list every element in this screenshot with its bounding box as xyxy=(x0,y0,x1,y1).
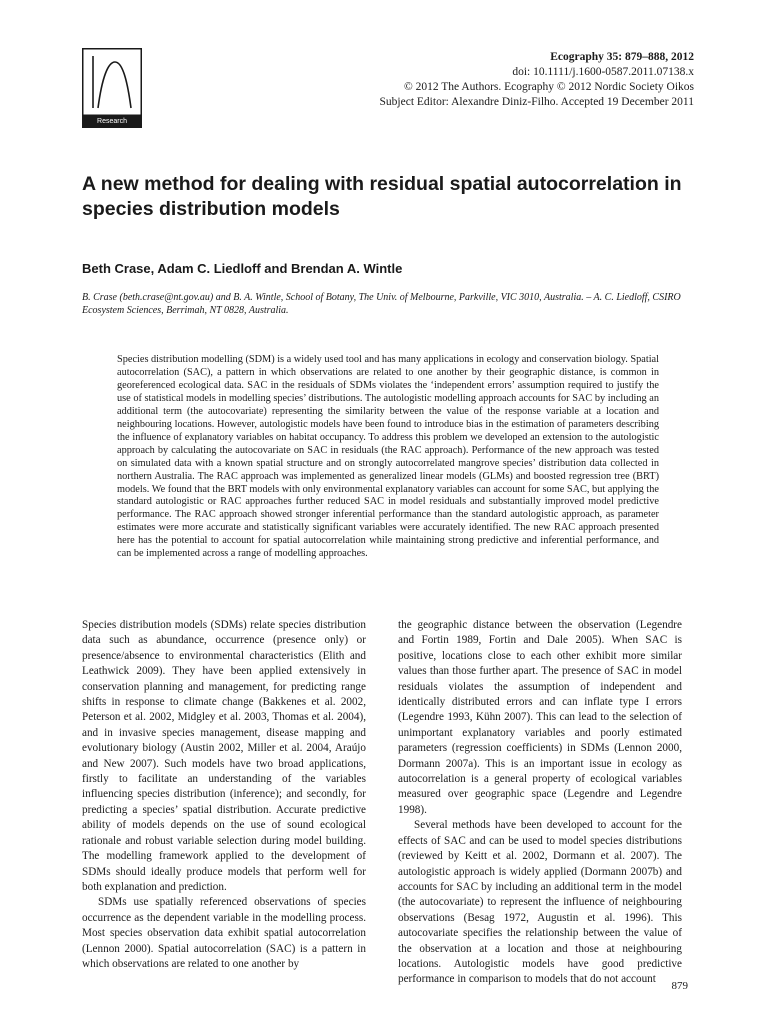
body-paragraph: Several methods have been developed to account for the effects of SAC and can be used to model species distributions (reviewed by Keitt et al. 2002, Dormann et al. 2007). The autologistic approach is widely applied (Dormann 2007b) and accounts for SAC by including an additional term in the model (the autocovariate) to represent the influence of neighbouring observations (Besag 1972, Augustin et al. 1996). This autocovariate specifies the relationship between the value of the observation at a location and those at neighbouring locations. Autologistic models have good predictive performance in comparison to models that do not account xyxy=(398,819,682,986)
body-paragraph: the geographic distance between the observation (Legendre and Fortin 1989, Fortin and Dale 2005). When SAC is positive, locations close to each other exhibit more similar values than those further apart. The presence of SAC in model residuals violates the assumption of independent and identically distributed errors and can inflate type I errors (Legendre 1993, Kühn 2007). This can lead to the selection of unimportant explanatory variables and poorly estimated parameters (regression coefficients) in SDMs (Lennon 2000, Dormann 2007a). This is an important issue in ecology as autocorrelation is a general property of ecological variables measured over geographic space (Legendre and Legendre 1998). xyxy=(398,619,682,816)
page-number: 879 xyxy=(671,980,688,992)
copyright: © 2012 The Authors. Ecography © 2012 Nordic Society Oikos xyxy=(403,81,694,93)
article-metadata xyxy=(274,50,694,110)
body-paragraph: Species distribution models (SDMs) relate species distribution data such as abundance, occurrence (presence only) or presence/absence to environmental characteristics (Elith and Leathwick 2009). They have been applied extensively in conservation planning and management, for predicting range shifts in response to climate change (Bakkenes et al. 2002, Peterson et al. 2002, Midgley et al. 2003, Thomas et al. 2004), and in invasive species management, disease mapping and evolutionary biology (Austin 2002, Miller et al. 2004, Araújo and New 2007). Such models have two broad applications, firstly to facilitate an understanding of the variables influencing species distribution (inference); and secondly, for predicting a species’ spatial distribution. Accurate predictive ability of models depends on the use of sound ecological rationale and robust variable selection during model building. The modelling framework applied to the development of SDMs should ideally produce models that perform well for both explanation and prediction. xyxy=(82,619,366,893)
journal-logo xyxy=(82,48,142,128)
author-list: Beth Crase, Adam C. Liedloff and Brendan A. Wintle xyxy=(82,261,403,276)
body-paragraph: SDMs use spatially referenced observations of species occurrence as the dependent variable in the modelling process. Most species observation data exhibit spatial autocorrelation (Lennon 2000). Spatial autocorrelation (SAC) is a pattern in which observations are related to one another by xyxy=(82,896,366,970)
research-logo-icon xyxy=(82,48,142,116)
logo-label: Research xyxy=(82,116,142,128)
journal-citation: Ecography 35: 879–888, 2012 xyxy=(550,51,694,63)
body-column-right xyxy=(398,618,682,988)
doi: doi: 10.1111/j.1600-0587.2011.07138.x xyxy=(512,66,694,78)
body-column-left xyxy=(82,618,366,972)
author-affiliations: B. Crase (beth.crase@nt.gov.au) and B. A. Wintle, School of Botany, The Univ. of Melbourne, Parkville, VIC 3010, Australia. – A. C. Liedloff, CSIRO Ecosystem Sciences, Berrimah, NT 0828, Australia. xyxy=(82,292,681,316)
subject-editor: Subject Editor: Alexandre Diniz-Filho. Accepted 19 December 2011 xyxy=(379,96,694,108)
abstract: Species distribution modelling (SDM) is a widely used tool and has many applications in ecology and conservation biology. Spatial autocorrelation (SAC), a pattern in which observations are related to one another by their geographic distance, is common in georeferenced ecological data. SAC in the residuals of SDMs violates the ‘independent errors’ assumption required to justify the use of statistical models in modelling species’ distributions. The autologistic modelling approach accounts for SAC by including an additional term (the autocovariate) representing the similarity between the value of the response variable at a location and neighbouring locations. However, autologistic models have been found to introduce bias in the estimation of parameters describing the influence of explanatory variables on habitat occupancy. To address this problem we developed an extension to the autologistic approach by calculating the autocovariate on SAC in residuals (the RAC approach). Performance of the new approach was tested on simulated data with a known spatial structure and on strongly autocorrelated mangrove species’ distribution data collected in northern Australia. The RAC approach was implemented as generalized linear models (GLMs) and boosted regression tree (BRT) models. We found that the BRT models with only environmental explanatory variables can account for some SAC, but applying the standard autologistic or RAC approaches further reduced SAC in model residuals and substantially improved model predictive performance. The RAC approach showed stronger inferential performance than the standard autologistic approach, as parameter estimates were more accurate and statistically significant variables were accurately identified. The new RAC approach presented here has the potential to account for spatial autocorrelation while maintaining strong predictive and inferential performance, and can be implemented across a range of modelling approaches. xyxy=(117,354,659,560)
article-title: A new method for dealing with residual spatial autocorrelation in species distribution models xyxy=(82,173,682,220)
